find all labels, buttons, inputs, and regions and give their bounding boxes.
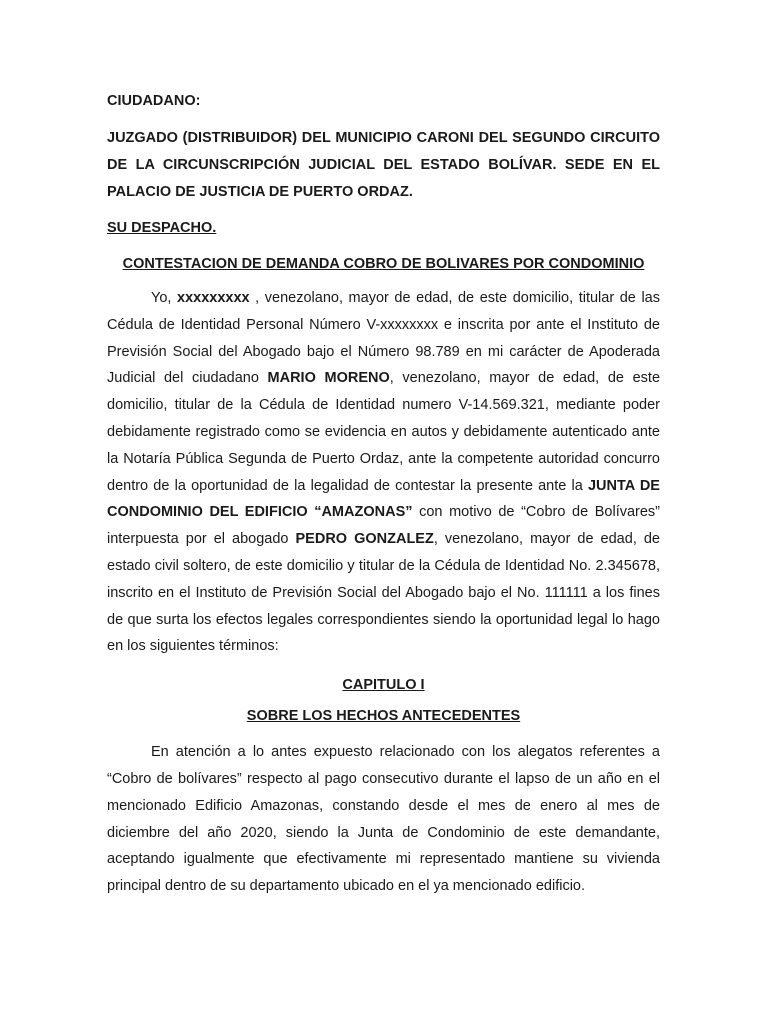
facts-paragraph: En atención a lo antes expuesto relacionado con los alegatos referentes a “Cobro de bolívares” respecto al pago consecutivo durante el lapso de un año en el mencionado Edificio Amazonas, constando desde el mes de enero al mes de diciembre del año 2020, siendo la Junta de Condominio de este demandante, aceptando igualmente que efectivamente mi representado mantiene su vivienda principal dentro de su departamento ubicado en el ya mencionado edificio. <box>107 744 660 895</box>
intro-text-e: , venezolano, mayor de edad, de estado civil soltero, de este domicilio y titular de la Cédula de Identidad No. 2.345678, inscrito en el Instituto de Previsión Social del Abogado bajo el No. 111111 a los fines de que surta los efectos legales correspondientes siendo la oportunidad legal lo hago en los siguientes términos: <box>107 531 660 655</box>
intro-text-d: con motivo de “Cobro de Bolívares” interpuesta por el abogado <box>107 504 661 548</box>
client-name: MARIO MORENO <box>267 370 390 387</box>
chapter-heading: CAPITULO I <box>342 677 425 694</box>
intro-text-b: , venezolano, mayor de edad, de este domicilio, titular de las Cédula de Identidad Personal Número V-xxxxxxxx e inscrita por ante el Instituto de Previsión Social del Abogado bajo el Número 98.789 en mi carácter de Apoderada Judicial del ciudadano <box>107 290 660 387</box>
document-title: CONTESTACION DE DEMANDA COBRO DE BOLIVARES POR CONDOMINIO <box>122 256 645 272</box>
chapter-subtitle: SOBRE LOS HECHOS ANTECEDENTES <box>246 708 521 725</box>
recipient-heading: CIUDADANO: <box>107 93 201 109</box>
intro-text-c: , venezolano, mayor de edad, de este domicilio, titular de la Cédula de Identidad numero V-14.569.321, mediante poder debidamente registrado como se evidencia en autos y debidamente autenticado ante la Notaría Pública Segunda de Puerto Ordaz, ante la competente autoridad concurro dentro de la oportunidad de la legalidad de contestar la presente ante la <box>107 370 661 494</box>
intro-text-a: Yo, <box>151 290 178 306</box>
redacted-name: xxxxxxxxx <box>177 290 250 306</box>
court-heading: JUZGADO (DISTRIBUIDOR) DEL MUNICIPIO CARONI DEL SEGUNDO CIRCUITO DE LA CIRCUNSCRIPCIÓN JUDICIAL DEL ESTADO BOLÍVAR. SEDE EN EL PALACIO DE JUSTICIA DE PUERTO ORDAZ. <box>107 130 660 200</box>
intro-paragraph <box>107 285 660 660</box>
board-name: JUNTA DE CONDOMINIO DEL EDIFICIO “AMAZONAS” <box>107 477 660 521</box>
document-page <box>107 88 660 900</box>
lawyer-name: PEDRO GONZALEZ <box>295 531 434 548</box>
office-heading: SU DESPACHO. <box>107 220 217 236</box>
